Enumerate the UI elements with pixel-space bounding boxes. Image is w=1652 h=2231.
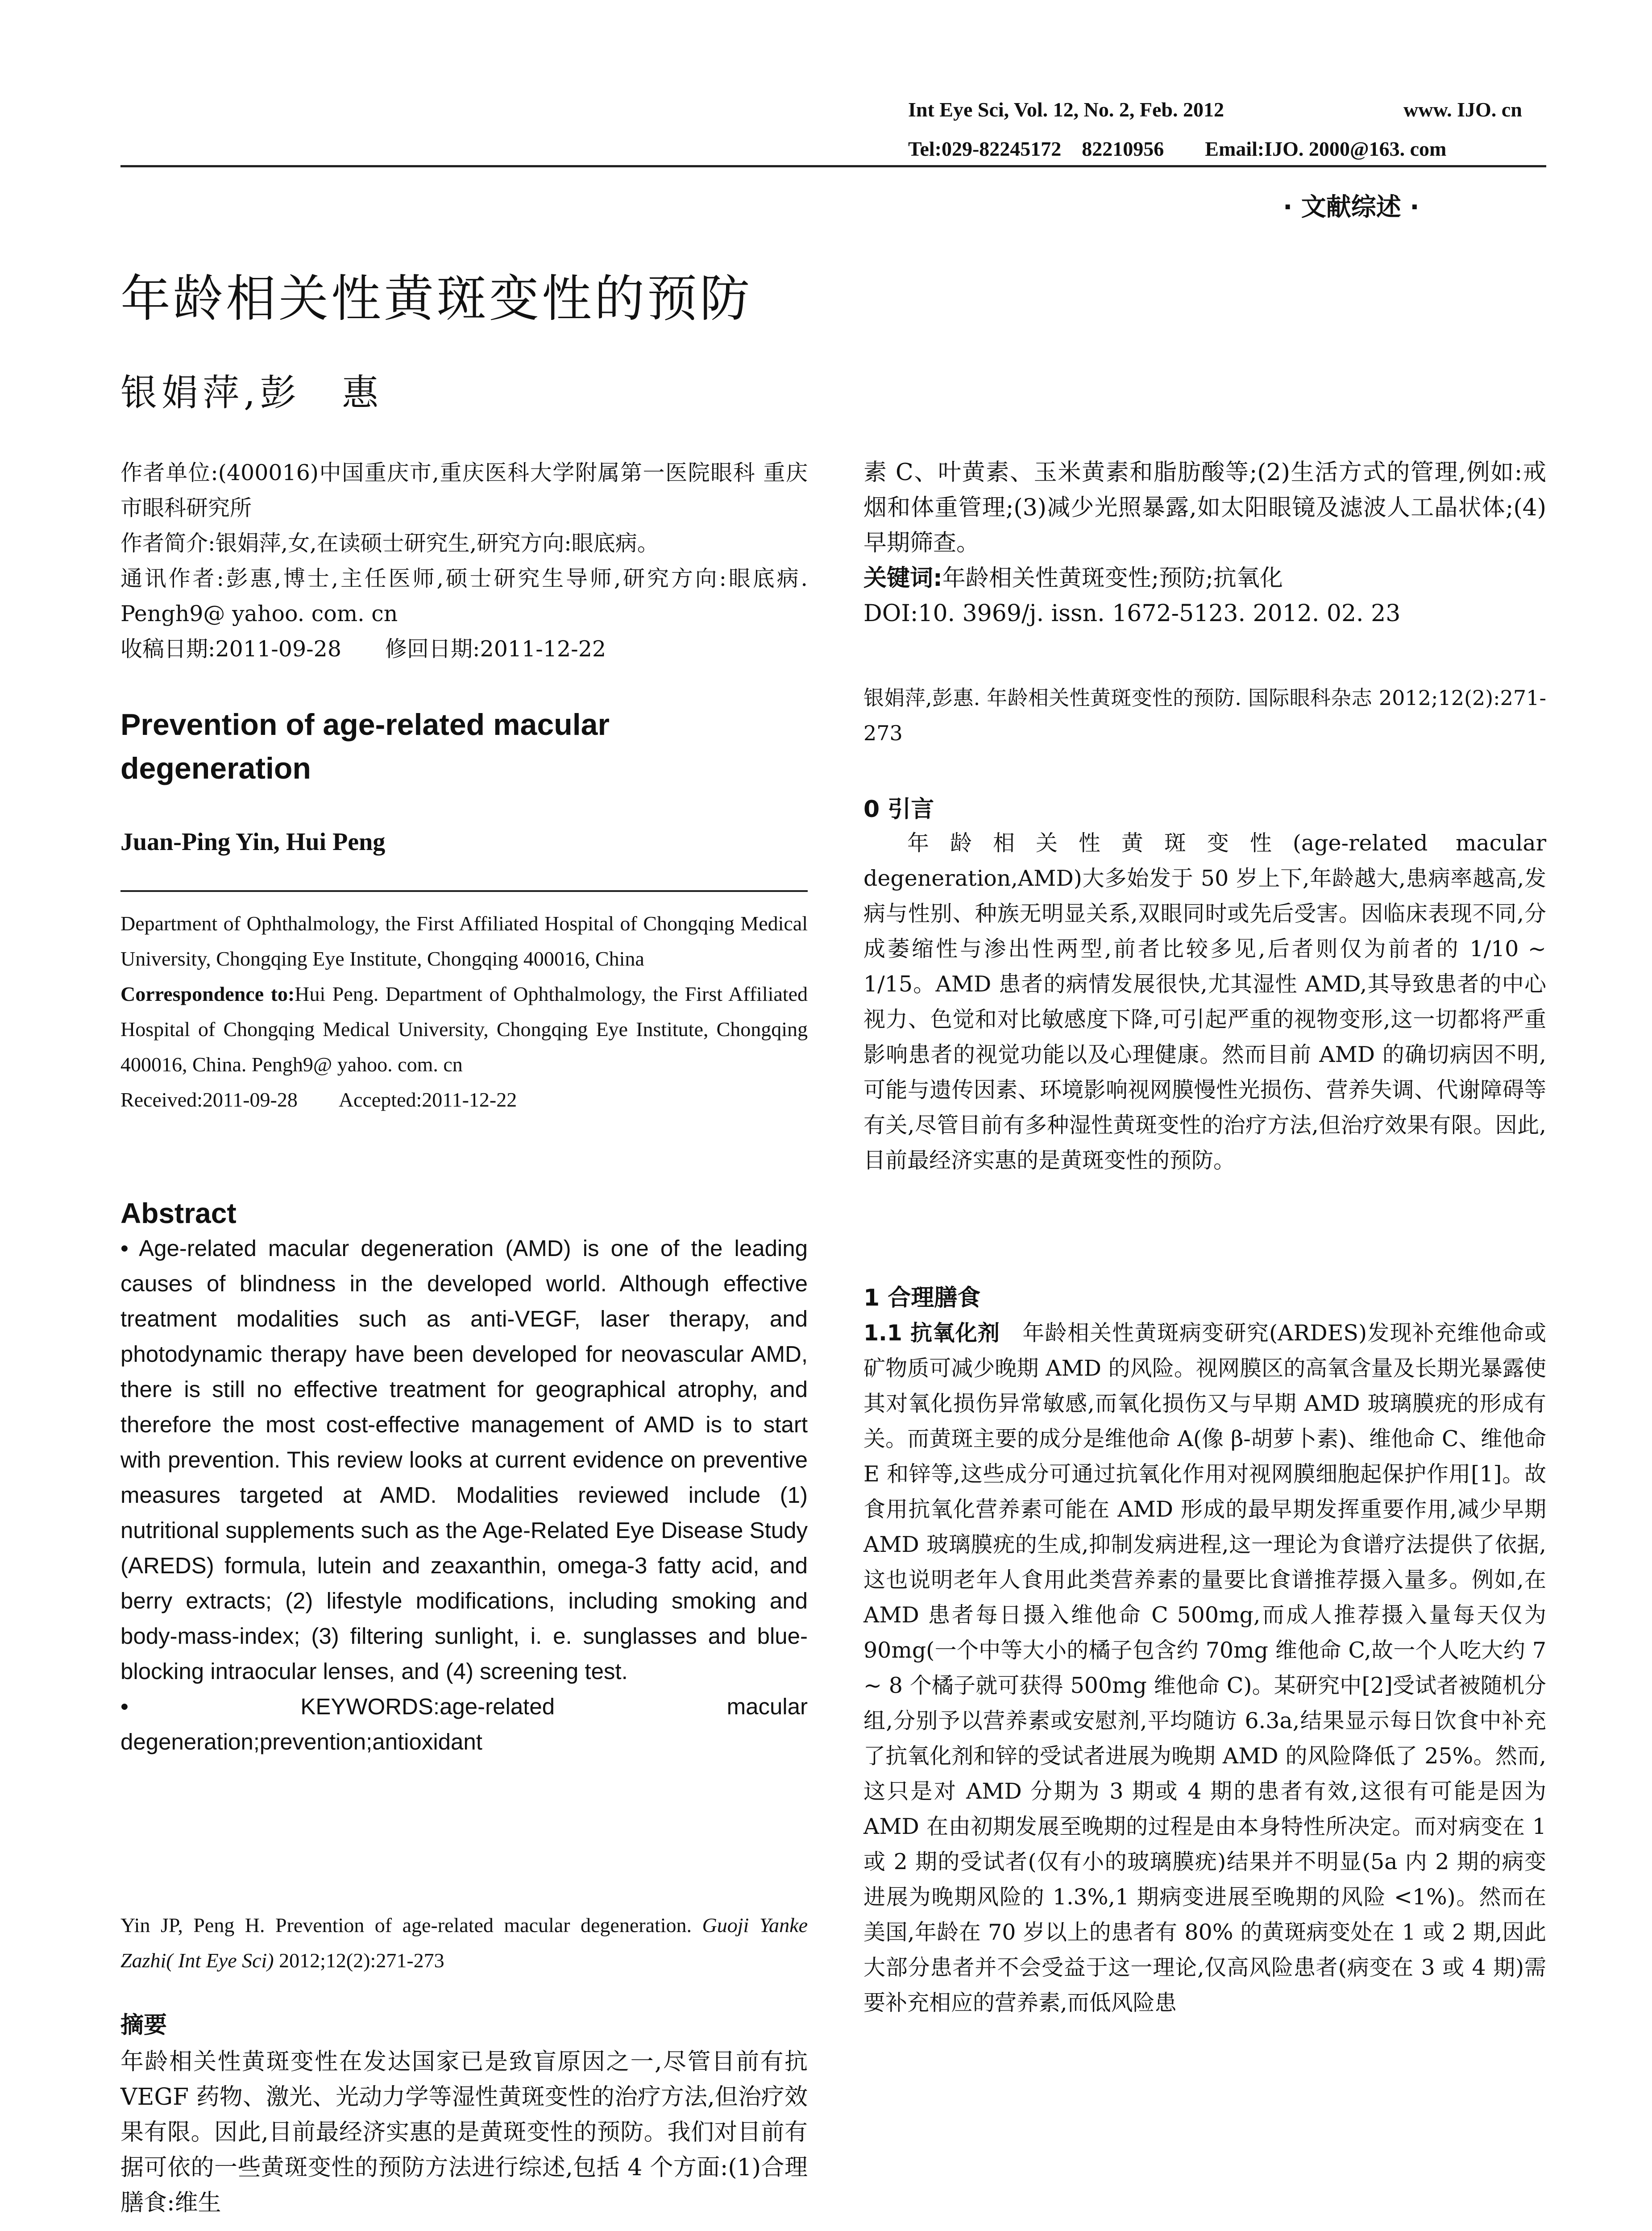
citation-en-text: Yin JP, Peng H. Prevention of age-related macular degeneration. bbox=[120, 1914, 692, 1937]
abstract-zh-right bbox=[863, 455, 1546, 631]
correspondence-label: Correspondence to: bbox=[120, 983, 295, 1005]
abstract-zh-left: 年龄相关性黄斑变性在发达国家已是致盲原因之一,尽管目前有抗 VEGF 药物、激光、光动力学等湿性黄斑变性的治疗方法,但治疗效果有限。因此,目前最经济实惠的是黄斑变性的预防。我们对目前有据可依的一些黄斑变性的预防方法进行综述,包括 4 个方面:(1)合理膳食:维生 bbox=[120, 2049, 808, 2216]
authors-rule bbox=[120, 890, 808, 892]
abstract-zh-heading: 摘要 bbox=[120, 2012, 167, 2039]
authors-en: Juan-Ping Yin, Hui Peng bbox=[120, 828, 386, 856]
correspondence-zh: 通讯作者:彭惠,博士,主任医师,硕士研究生导师,研究方向:眼底病. Pengh9@ yahoo. com. cn bbox=[120, 566, 808, 626]
keywords-en: • KEYWORDS:age-related macular degeneration;prevention;antioxidant bbox=[120, 1694, 808, 1754]
abstract-text: • Age-related macular degeneration (AMD) is one of the leading causes of blindness in the developed world. Although effective treatment modalities such as anti-VEGF, laser therapy, and photodynamic therapy have been developed for neovascular AMD, there is still no effective treatment for geographical atrophy, and therefore the most cost-effective management of AMD is to start with prevention. This review looks at current evidence on preventive measures targeted at AMD. Modalities reviewed include (1) nutritional supplements such as the Age-Related Eye Disease Study (AREDS) formula, lutein and zeaxanthin, omega-3 fatty acid, and berry extracts; (2) lifestyle modifications, including smoking and body-mass-index; (3) filtering sunlight, i. e. sunglasses and blue-blocking intraocular lenses, and (4) screening test. bbox=[120, 1236, 808, 1684]
dates-zh: 收稿日期:2011-09-28 修回日期:2011-12-22 bbox=[120, 636, 606, 662]
abstract-zh-continued: 素 C、叶黄素、玉米黄素和脂肪酸等;(2)生活方式的管理,例如:戒烟和体重管理;(3)减少光照暴露,如太阳眼镜及滤波人工晶状体;(4)早期筛查。 bbox=[863, 459, 1546, 556]
dates-en: Received:2011-09-28 Accepted:2011-12-22 bbox=[120, 1088, 517, 1111]
section-label: · 文献综述 · bbox=[1283, 193, 1420, 222]
citation-zh: 银娟萍,彭惠. 年龄相关性黄斑变性的预防. 国际眼科杂志 2012;12(2):271-273 bbox=[863, 686, 1546, 745]
citation-en-rest: 2012;12(2):271-273 bbox=[274, 1949, 444, 1972]
subsection-heading: 1.1 抗氧化剂 bbox=[863, 1320, 1000, 1346]
section1-heading: 1 合理膳食 bbox=[863, 1285, 981, 1311]
bio-zh: 作者简介:银娟萍,女,在读硕士研究生,研究方向:眼底病。 bbox=[120, 531, 659, 556]
journal-info: Int Eye Sci, Vol. 12, No. 2, Feb. 2012 bbox=[908, 98, 1224, 121]
article-title-en: Prevention of age-related macular degeneration bbox=[120, 708, 610, 785]
section1-body bbox=[863, 1315, 1546, 2020]
authors-zh: 银娟萍,彭 惠 bbox=[120, 372, 383, 414]
doi: DOI:10. 3969/j. issn. 1672-5123. 2012. 02. 23 bbox=[863, 600, 1401, 627]
meta-zh bbox=[120, 455, 808, 667]
section1-text: 年龄相关性黄斑病变研究(ARDES)发现补充维他命或矿物质可减少晚期 AMD 的风险。视网膜区的高氧含量及长期光暴露使其对氧化损伤异常敏感,而氧化损伤又与早期 AMD 玻璃膜疣的形成有关。而黄斑主要的成分是维他命 A(像 β-胡萝卜素)、维他命 C、维他命 E 和锌等,这些成分可通过抗氧化作用对视网膜细胞起保护作用[1]。故食用抗氧化营养素可能在 AMD 形成的最早期发挥重要作用,减少早期 AMD 玻璃膜疣的生成,抑制发病进程,这一理论为食谱疗法提供了依据,这也说明老年人食用此类营养素的量要比食谱推荐摄入量多。例如,在 AMD 患者每日摄入维他命 C 500mg,而成人推荐摄入量每天仅为 90mg(一个中等大小的橘子包含约 70mg 维他命 C,故一个人吃大约 7 ~ 8 个橘子就可获得 500mg 维他命 C)。某研究中[2]受试者被随机分组,分别予以营养素或安慰剂,平均随访 6.3a,结果显示每日饮食中补充了抗氧化剂和锌的受试者进展为晚期 AMD 的风险降低了 25%。然而,这只是对 AMD 分期为 3 期或 4 期的患者有效,这很有可能是因为 AMD 在由初期发展至晚期的过程是由本身特性所决定。而对病变在 1 或 2 期的受试者(仅有小的玻璃膜疣)结果并不明显(5a 内 2 期的病变进展为晚期风险的 1.3%,1 期病变进展至晚期的风险 <1%)。然而在美国,年龄在 70 岁以上的患者有 80% 的黄斑病变处在 1 或 2 期,因此大部分患者并不会受益于这一理论,仅高风险患者(病变在 3 或 4 期)需要补充相应的营养素,而低风险患 bbox=[863, 1320, 1546, 2015]
correspondence-text: Hui Peng. Department of Ophthalmology, the First Affiliated Hospital of Chongqing Medical University, Chongqing Eye Institute, Chongqing 400016, China. Pengh9@ yahoo. com. cn bbox=[120, 983, 808, 1076]
citation-en-journal: Guoji Yanke Zazhi( Int Eye Sci) bbox=[120, 1914, 808, 1972]
citation-en bbox=[120, 1908, 808, 1978]
article-title-zh: 年龄相关性黄斑变性的预防 bbox=[120, 270, 752, 328]
keywords-zh bbox=[863, 561, 1546, 596]
abstract-en bbox=[120, 1231, 808, 1759]
affiliation-en: Department of Ophthalmology, the First Affiliated Hospital of Chongqing Medical University, Chongqing Eye Institute, Chongqing 400016, China bbox=[120, 912, 808, 970]
affiliation-block-en bbox=[120, 906, 808, 1117]
abstract-heading: Abstract bbox=[120, 1197, 237, 1229]
intro-heading: 0 引言 bbox=[863, 796, 934, 823]
correspondence-en bbox=[120, 976, 808, 1082]
header-rule bbox=[120, 165, 1546, 167]
affiliation-zh: 作者单位:(400016)中国重庆市,重庆医科大学附属第一医院眼科 重庆市眼科研究所 bbox=[120, 460, 808, 521]
keywords-zh-label: 关键词: bbox=[863, 565, 942, 592]
journal-contact: Tel:029-82245172 82210956 Email:IJO. 2000@163. com bbox=[908, 137, 1447, 160]
keywords-zh-text: 年龄相关性黄斑变性;预防;抗氧化 bbox=[942, 565, 1283, 592]
journal-website: www. IJO. cn bbox=[1403, 98, 1522, 121]
intro-text: 年龄相关性黄斑变性(age-related macular degeneration,AMD)大多始发于 50 岁上下,年龄越大,患病率越高,发病与性别、种族无明显关系,双眼同时或先后受害。因临床表现不同,分成萎缩性与渗出性两型,前者比较多见,后者则仅为前者的 1/10 ~ 1/15。AMD 患者的病情发展很快,尤其湿性 AMD,其导致患者的中心视力、色觉和对比敏感度下降,可引起严重的视物变形,这一切都将严重影响患者的视觉功能以及心理健康。然而目前 AMD 的确切病因不明,可能与遗传因素、环境影响视网膜慢性光损伤、营养失调、代谢障碍等有关,尽管目前有多种湿性黄斑变性的治疗方法,但治疗效果有限。因此,目前最经济实惠的是黄斑变性的预防。 bbox=[863, 830, 1546, 1173]
